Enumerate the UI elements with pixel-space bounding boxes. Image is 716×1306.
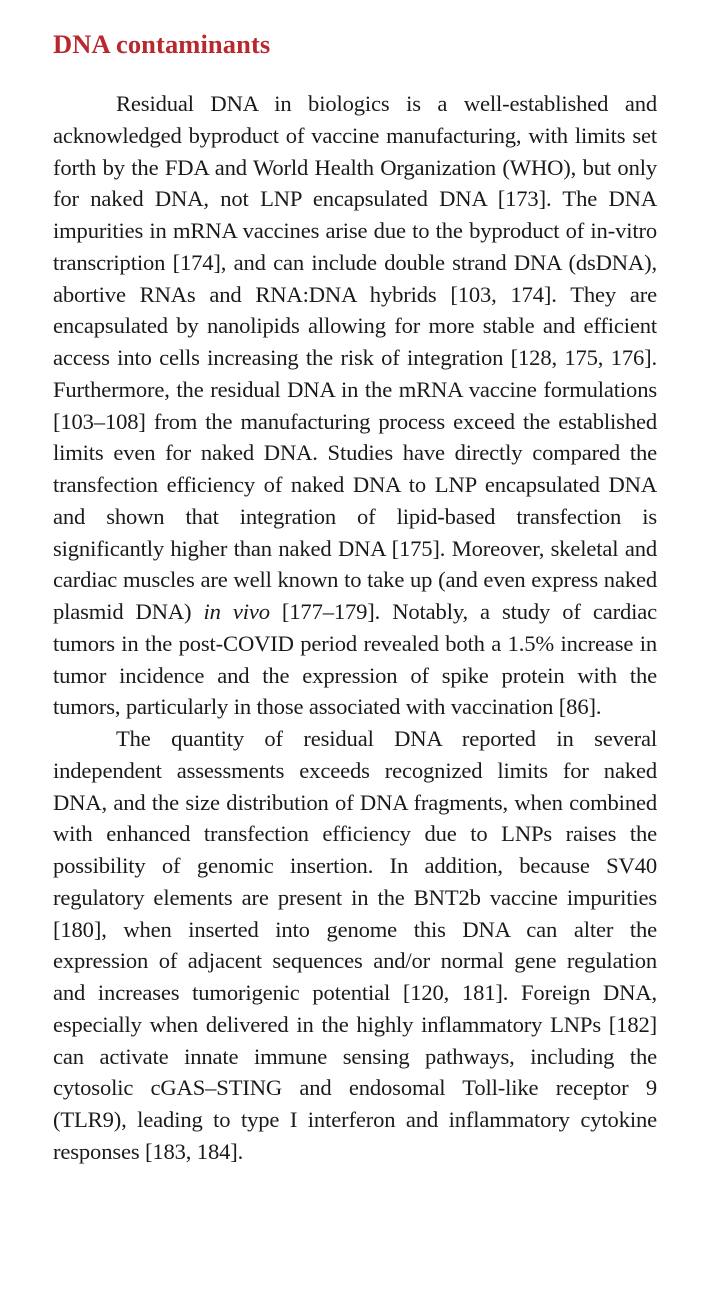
article-section — [53, 22, 657, 1168]
paragraph-1-text-b: [177–179]. Notably, a study of cardiac tumors in the post-COVID period revealed both a 1.5% increase in tumor incidence and the expression of spike protein with the tumors, particularly in those associated with vaccination [86]. — [53, 599, 657, 720]
paragraph-1-italic-term: in vivo — [203, 599, 270, 624]
body-paragraph-1 — [53, 88, 657, 723]
paragraph-1-text-a: Residual DNA in biologics is a well-established and acknowledged byproduct of vaccine manufacturing, with limits set forth by the FDA and World Health Organization (WHO), but only for naked DNA, not LNP encapsulated DNA [173]. The DNA impurities in mRNA vaccines arise due to the byproduct of in-vitro transcription [174], and can include double strand DNA (dsDNA), abortive RNAs and RNA:DNA hybrids [103, 174]. They are encapsulated by nanolipids allowing for more stable and efficient access into cells increasing the risk of integration [128, 175, 176]. Furthermore, the residual DNA in the mRNA vaccine formulations [103–108] from the manufacturing process exceed the established limits even for naked DNA. Studies have directly compared the transfection efficiency of naked DNA to LNP encapsulated DNA and shown that integration of lipid-based transfection is significantly higher than naked DNA [175]. Moreover, skeletal and cardiac muscles are well known to take up (and even express naked plasmid DNA) — [53, 91, 657, 624]
section-title: DNA contaminants — [53, 29, 271, 59]
body-paragraph-2: The quantity of residual DNA reported in several independent assessments exceeds recognized limits for naked DNA, and the size distribution of DNA fragments, when combined with enhanced transfection efficiency due to LNPs raises the possibility of genomic insertion. In addition, because SV40 regulatory elements are present in the BNT2b vaccine impurities [180], when inserted into genome this DNA can alter the expression of adjacent sequences and/or normal gene regulation and increases tumorigenic potential [120, 181]. Foreign DNA, especially when delivered in the highly inflammatory LNPs [182] can activate innate immune sensing pathways, including the cytosolic cGAS–STING and endosomal Toll-like receptor 9 (TLR9), leading to type I interferon and inflammatory cytokine responses [183, 184]. — [53, 726, 657, 1164]
